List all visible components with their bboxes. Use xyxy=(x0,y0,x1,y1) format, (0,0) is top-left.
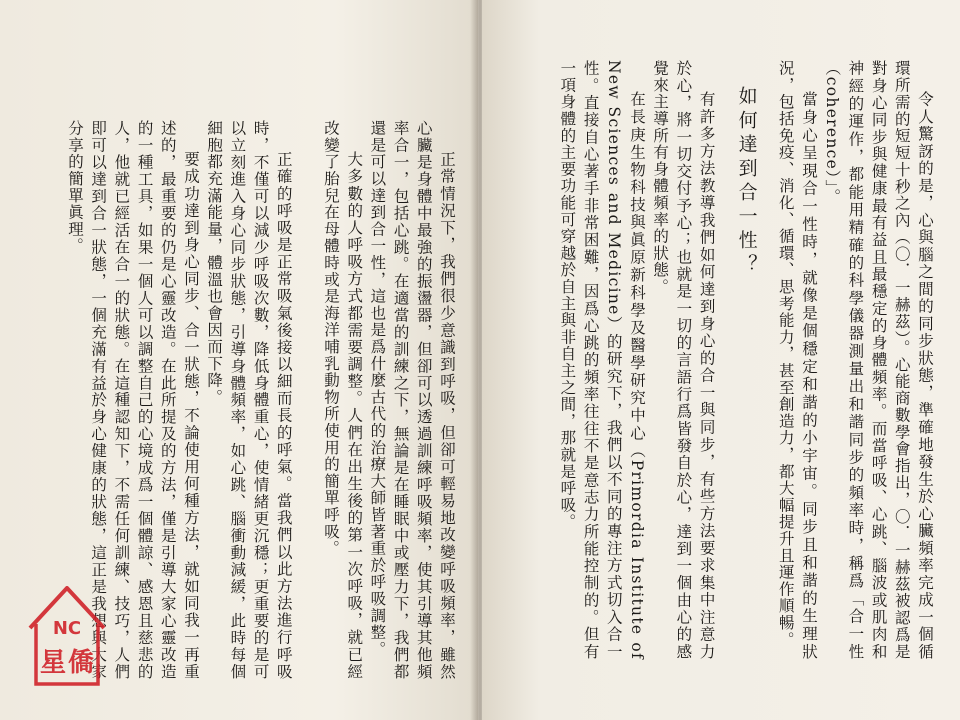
right-paragraph-3: 有許多方法教導我們如何達到身心的合一與同步，有些方法要求集中注意力於心，將一切交付予心；也就是一切的言語行爲皆發自於心，達到一個由心的感覺來主導所有身體頻率的狀態。 xyxy=(651,60,716,660)
left-page xyxy=(0,0,478,720)
left-paragraph-3: 正確的呼吸是正常吸氣後接以細而長的呼氣。當我們以此方法進行呼吸時，不僅可以減少呼吸次數，降低身體重心，使情緒更沉穩；更重要的是可以立刻進入身心同步狀態，引導身體頻率，如心跳、腦衝動減緩，此時每個細胞都充滿能量，體溫也會因而下降。 xyxy=(205,120,293,680)
right-paragraph-2: 當身心呈現合一性時，就像是個穩定和諧的小宇宙。同步且和諧的生理狀況，包括免疫、消化、循環、思考能力，甚至創造力，都大幅提升且運作順暢。 xyxy=(776,60,818,660)
right-page-text xyxy=(496,60,936,660)
publisher-seal xyxy=(26,582,108,690)
right-paragraph-1: 令人驚訝的是，心與腦之間的同步狀態，準確地發生於心臟頻率完成一個循環所需的短短十秒之內（〇．一赫茲）。心能商數學會指出，〇．一赫茲被認爲是對身心同步與健康最有益且最穩定的身體頻率。而當呼吸、心跳、腦波或肌肉和神經的運作，都能用精確的科學儀器測量出和諧同步的頻率時，稱爲「合一性（coherence）」。 xyxy=(823,60,934,660)
right-page xyxy=(482,0,960,720)
seal-top-text: NC xyxy=(52,618,82,639)
seal-bottom-text: 星僑 xyxy=(39,648,96,678)
left-paragraph-4: 要成功達到身心同步、合一狀態，不論使用何種方法，就如同我一再重述的，最重要的仍是心靈改造。在此所提及的方法，僅是引導大家心靈改造的一種工具，如果一個人可以調整自己的心境成爲一個體諒、感恩且慈悲的人，他就已經活在合一的狀態。在這種認知下，不需任何訓練、技巧，人們即可以達到合一狀態，一個充滿有益於身心健康的狀態，這正是我想與大家分享的簡單眞理。 xyxy=(65,120,200,680)
right-paragraph-4: 在長庚生物科技與眞原新科學及醫學研究中心（Primordia Institute of New Sciences and Medicine）的研究下，我們以不同的專注方式切入合一性。直接自心著手非常困難，因爲心跳的頻率往往不是意志力所能控制的。但有一項身體的主要功能可穿越於自主與非自主之間，那就是呼吸。 xyxy=(558,60,646,660)
left-paragraph-1: 正常情況下，我們很少意識到呼吸，但卻可輕易地改變呼吸頻率，雖然心臟是身體中最強的振盪器，但卻可以透過訓練呼吸頻率，使其引導其他頻率合一，包括心跳。在適當的訓練之下，無論是在睡眠中或壓力下，我們都還是可以達到合一性，這也是爲什麼古代的治療大師皆著重於呼吸調整。 xyxy=(368,120,456,680)
left-paragraph-2: 大多數的人呼吸方式都需要調整。人們在出生後的第一次呼吸，就已經改變了胎兒在母體時或是海洋哺乳動物所使用的簡單呼吸。 xyxy=(321,120,364,680)
section-heading: 如何達到合一性？ xyxy=(735,86,758,278)
